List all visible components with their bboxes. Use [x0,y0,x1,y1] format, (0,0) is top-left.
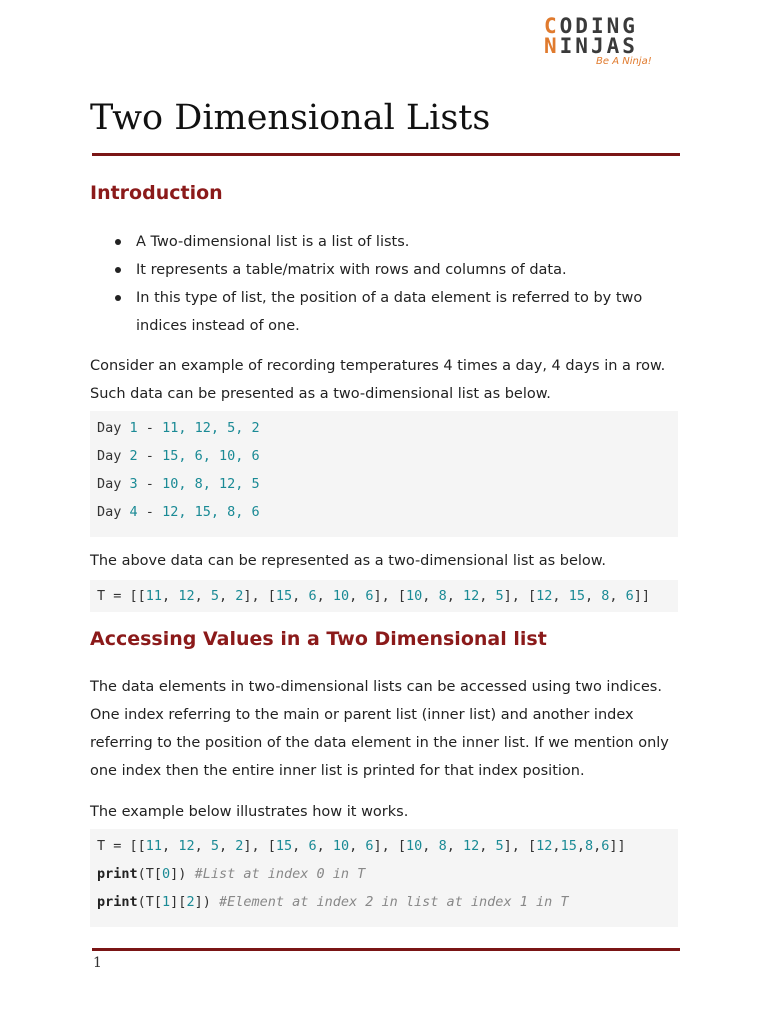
code-line: Day 4 - 12, 15, 8, 6 [97,504,260,520]
code-line: Day 1 - 11, 12, 5, 2 [97,420,260,436]
list-code-block [90,580,678,612]
page-number: 1 [93,955,102,971]
accessing-values-heading: Accessing Values in a Two Dimensional list [90,628,547,650]
code-line: print(T[1][2]) #Element at index 2 in list at index 1 in T [97,894,569,910]
list-paragraph: The above data can be represented as a two-dimensional list as below. [90,553,606,569]
logo-tagline: Be A Ninja! [596,56,652,67]
list-item: A Two-dimensional list is a list of lists. [90,228,690,256]
access-example-code-block [90,829,678,927]
bullet-icon [115,267,121,273]
footer-divider [92,948,680,951]
intro-bullet-list [90,228,690,340]
page-title: Two Dimensional Lists [90,98,491,138]
bullet-icon [115,295,121,301]
coding-ninjas-logo [542,14,662,70]
example-paragraph: The example below illustrates how it works. [90,804,409,820]
accessing-paragraph: The data elements in two-dimensional lists can be accessed using two indices. One index referring to the main or parent list (inner list) and another index referring to the position of the data element in the inner list. If we mention only one index then the entire inner list is printed for that index position. [90,679,669,779]
intro-paragraph: Consider an example of recording temperatures 4 times a day, 4 days in a row. Such data can be presented as a two-dimensional list as below. [90,358,666,402]
list-item: In this type of list, the position of a data element is referred to by two indices instead of one. [90,284,690,340]
day-data-code-block [90,411,678,537]
logo-line-1: CODING [544,14,638,38]
bullet-icon [115,239,121,245]
code-line: T = [[11, 12, 5, 2], [15, 6, 10, 6], [10, 8, 12, 5], [12,15,8,6]] [97,838,626,854]
introduction-heading: Introduction [90,182,223,204]
code-line: Day 2 - 15, 6, 10, 6 [97,448,260,464]
code-line: print(T[0]) #List at index 0 in T [97,866,366,882]
title-divider [92,153,680,156]
code-line: T = [[11, 12, 5, 2], [15, 6, 10, 6], [10, 8, 12, 5], [12, 15, 8, 6]] [97,588,651,604]
code-line: Day 3 - 10, 8, 12, 5 [97,476,260,492]
list-item: It represents a table/matrix with rows and columns of data. [90,256,690,284]
logo-line-2: NINJAS [544,34,638,58]
